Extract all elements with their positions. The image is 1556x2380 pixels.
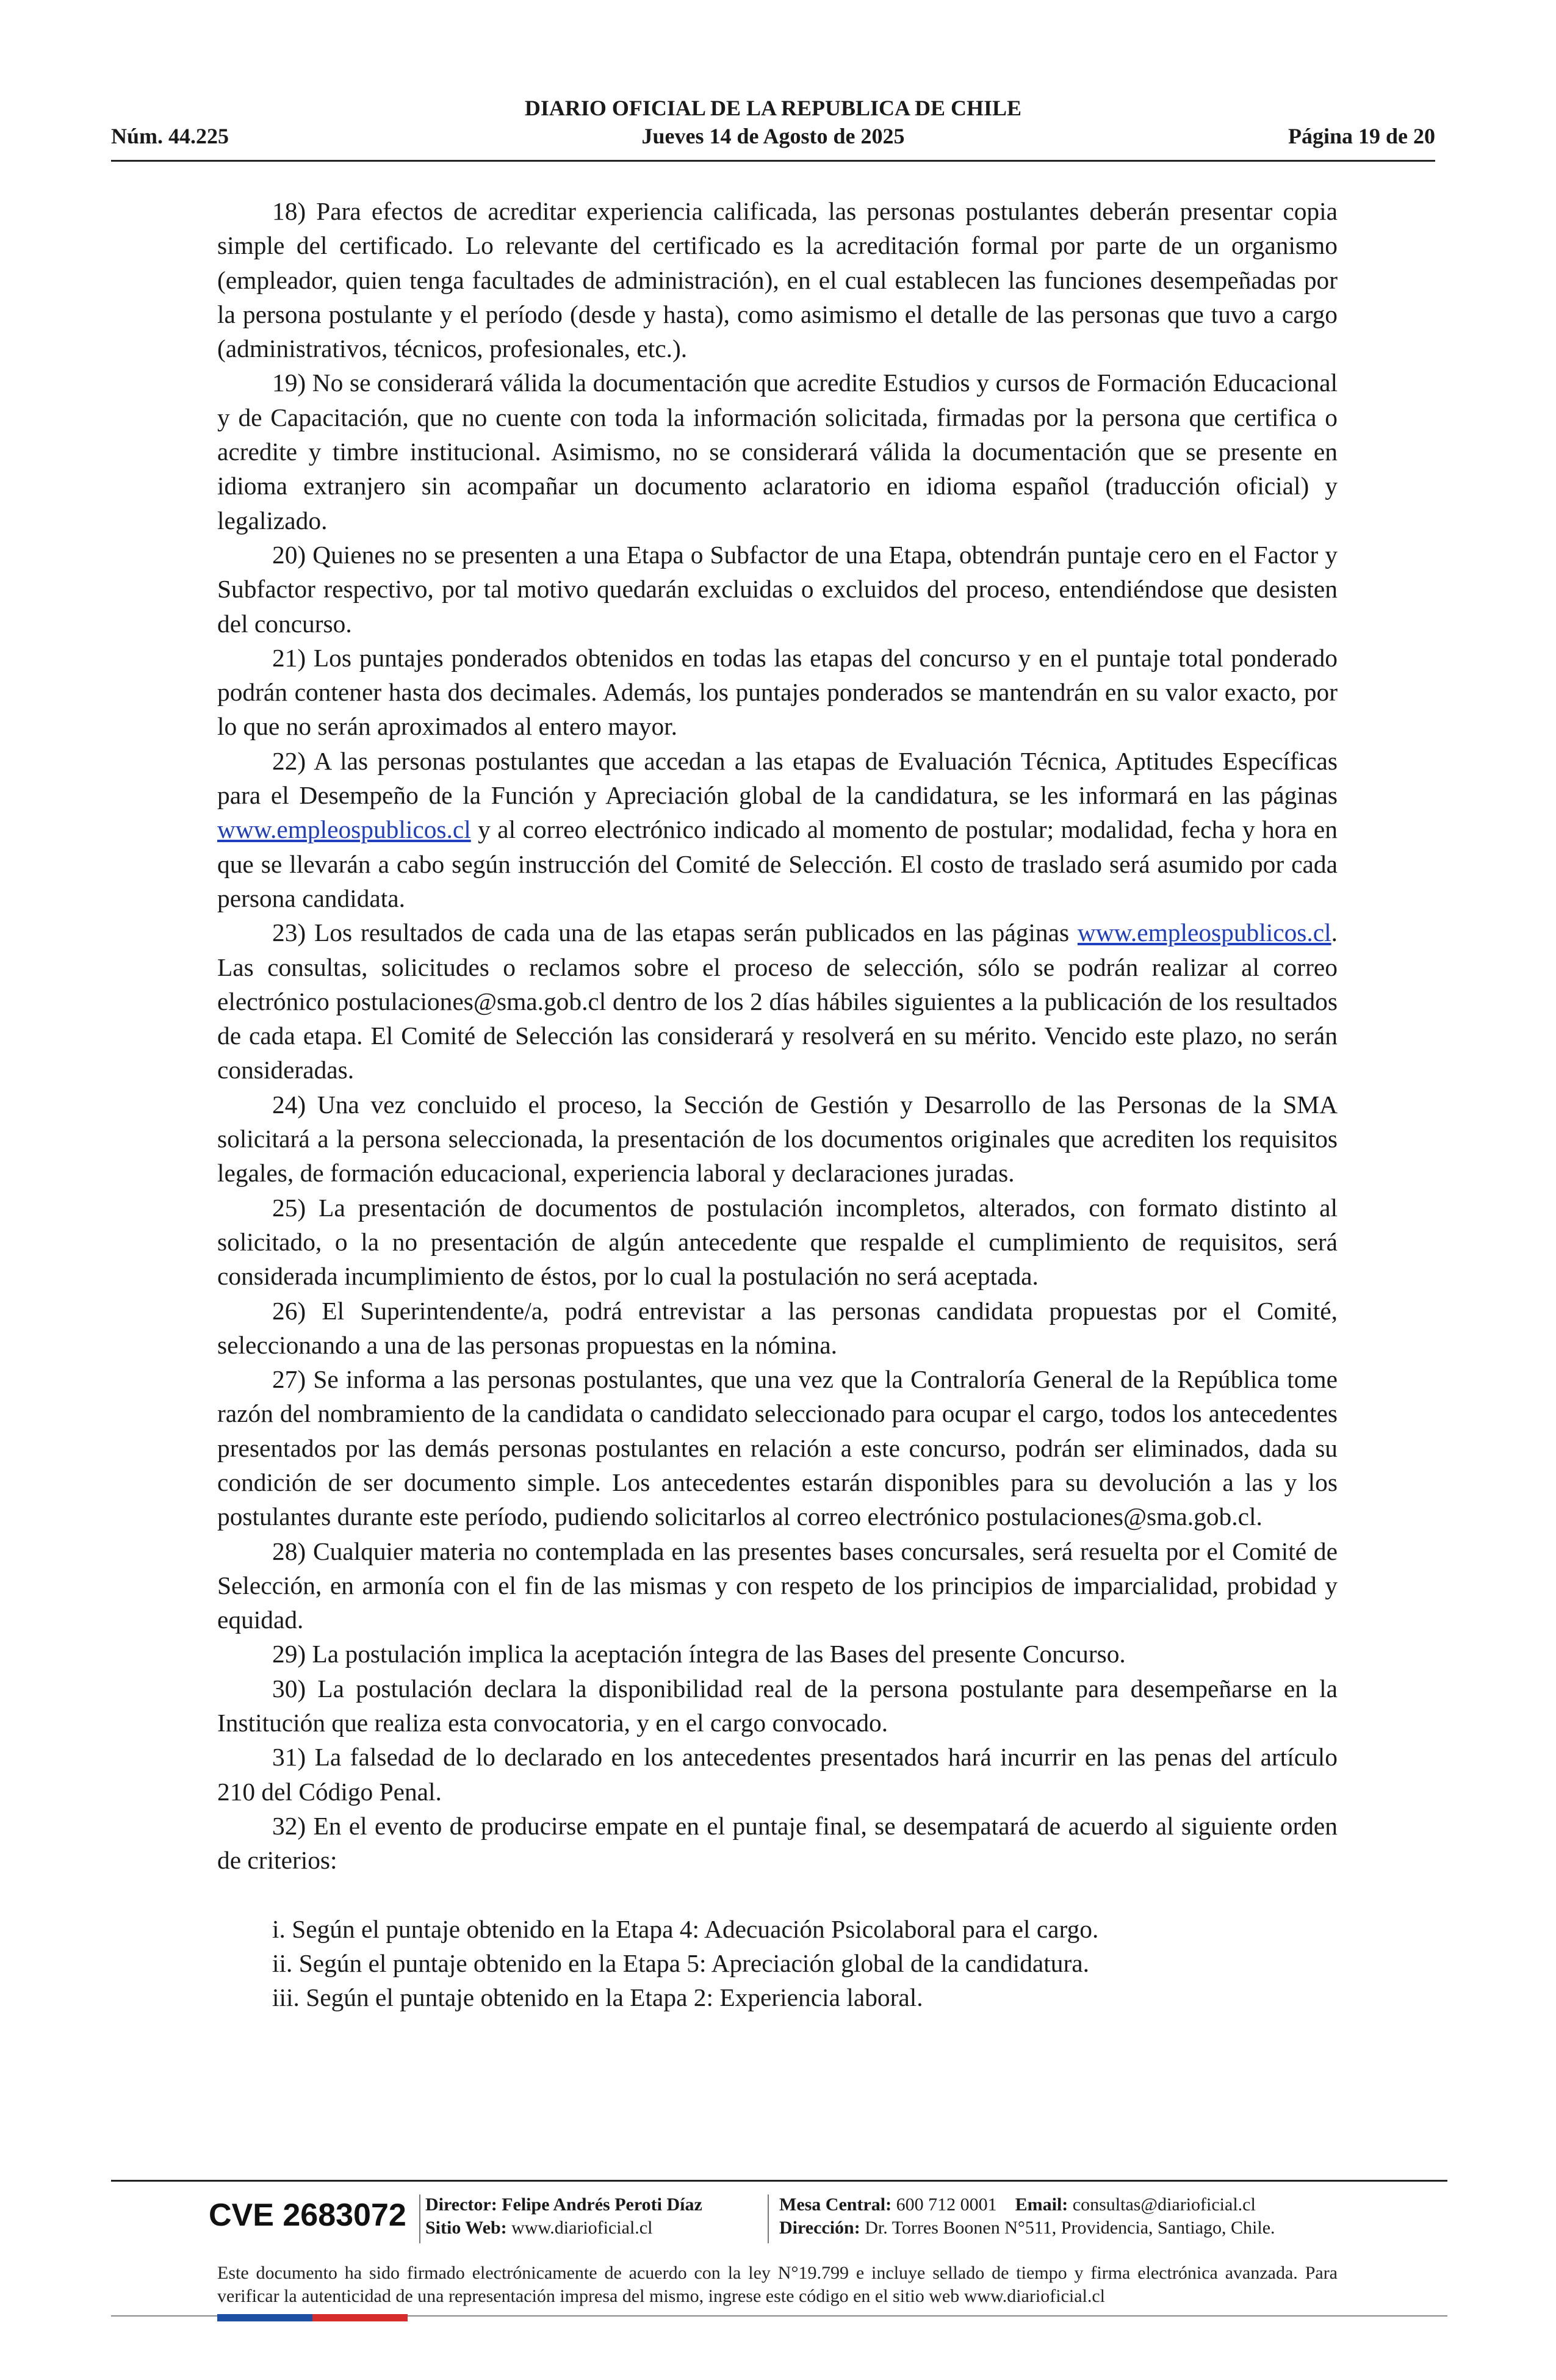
mesa-phone: 600 712 0001 <box>896 2194 997 2215</box>
issue-date: Jueves 14 de Agosto de 2025 <box>641 124 905 148</box>
page-footer <box>111 2190 1447 2251</box>
empleospublicos-link[interactable]: www.empleospublicos.cl <box>217 815 471 844</box>
flag-red-segment <box>312 2314 408 2321</box>
publication-title: DIARIO OFICIAL DE LA REPUBLICA DE CHILE <box>524 96 1022 120</box>
paragraph-23-text-b: . Las consultas, solicitudes o reclamos sobre el proceso de selección, sólo se podrán realizar al correo electrónico postulaciones@sma.gob.cl dentro de los 2 días hábiles siguientes a la publicación de los resultados de cada etapa. El Comité de Selección las considerará y resolverá en su mérito. Vencido este plazo, no serán consideradas. <box>217 918 1338 1084</box>
signature-notice: Este documento ha sido firmado electrónicamente de acuerdo con la ley N°19.799 e incluye sellado de tiempo y firma electrónica avanzada. Para verificar la autenticidad de una representación impresa del mismo, ingrese este código en el sitio web www.diarioficial.cl <box>217 2263 1338 2306</box>
director-label: Director: <box>425 2194 497 2215</box>
paragraph-20: 20) Quienes no se presenten a una Etapa o Subfactor de una Etapa, obtendrán puntaje cero en el Factor y Subfactor respectivo, por tal motivo quedarán excluidas o excluidos del proceso, entendiéndose que desisten del concurso. <box>217 540 1338 638</box>
flag-blue-segment <box>217 2314 312 2321</box>
paragraph-23 <box>217 915 1338 1087</box>
document-body <box>217 194 1338 2014</box>
site-link[interactable]: www.diarioficial.cl <box>511 2218 653 2238</box>
director-name: Felipe Andrés Peroti Díaz <box>502 2194 702 2215</box>
paragraph-18: 18) Para efectos de acreditar experiencia calificada, las personas postulantes deberán presentar copia simple del certificado. Lo relevante del certificado es la acreditación formal por parte de un organismo (empleador, quien tenga facultades de administración), en el cual establecen las funciones desempeñadas por la persona postulante y el período (desde y hasta), como asimismo el detalle de las personas que tuvo a cargo (administrativos, técnicos, profesionales, etc.). <box>217 197 1338 363</box>
footer-separator <box>419 2194 420 2243</box>
paragraph-22-text-b: y al correo electrónico indicado al momento de postular; modalidad, fecha y hora en que se llevarán a cabo según instrucción del Comité de Selección. El costo de traslado será asumido por cada persona candidata. <box>217 815 1338 912</box>
address-value: Dr. Torres Boonen N°511, Providencia, Santiago, Chile. <box>865 2218 1275 2238</box>
criteria-item: iii. Según el puntaje obtenido en la Etapa 2: Experiencia laboral. <box>272 1983 923 2012</box>
paragraph-22 <box>217 744 1338 915</box>
paragraph-23-text-a: 23) Los resultados de cada una de las etapas serán publicados en las páginas <box>272 918 1078 947</box>
paragraph-22-text-a: 22) A las personas postulantes que accedan a las etapas de Evaluación Técnica, Aptitudes Específicas para el Desempeño de la Función y Apreciación global de la candidatura, se les informará en las páginas <box>217 746 1338 810</box>
paragraph-24: 24) Una vez concluido el proceso, la Sección de Gestión y Desarrollo de las Personas de la SMA solicitará a la persona seleccionada, la presentación de los documentos originales que acrediten los requisitos legales, de formación educacional, experiencia laboral y declaraciones juradas. <box>217 1090 1338 1188</box>
paragraph-30: 30) La postulación declara la disponibilidad real de la persona postulante para desempeñarse en la Institución que realiza esta convocatoria, y en el cargo convocado. <box>217 1674 1338 1737</box>
criteria-item: ii. Según el puntaje obtenido en la Etapa 5: Apreciación global de la candidatura. <box>272 1949 1089 1977</box>
mesa-label: Mesa Central: <box>779 2194 892 2215</box>
email-label: Email: <box>1015 2194 1068 2215</box>
paragraph-27: 27) Se informa a las personas postulantes, que una vez que la Contraloría General de la República tome razón del nombramiento de la candidata o candidato seleccionado para ocupar el cargo, todos los antecedentes presentados por las demás personas postulantes en relación a este concurso, podrán ser eliminados, dada su condición de ser documento simple. Los antecedentes estarán disponibles para su devolución a las y los postulantes durante este período, pudiendo solicitarlos al correo electrónico postulaciones@sma.gob.cl. <box>217 1365 1338 1531</box>
footer-contact-block <box>779 2193 1275 2240</box>
criteria-item: i. Según el puntaje obtenido en la Etapa 4: Adecuación Psicolaboral para el cargo. <box>272 1914 1099 1943</box>
paragraph-25: 25) La presentación de documentos de postulación incompletos, alterados, con formato distinto al solicitado, o la no presentación de algún antecedente que respalde el cumplimiento de requisitos, será considerada incumplimiento de éstos, por lo cual la postulación no será aceptada. <box>217 1193 1338 1291</box>
paragraph-31: 31) La falsedad de lo declarado en los antecedentes presentados hará incurrir en las penas del artículo 210 del Código Penal. <box>217 1743 1338 1806</box>
paragraph-19: 19) No se considerará válida la documentación que acredite Estudios y cursos de Formación Educacional y de Capacitación, que no cuente con toda la información solicitada, firmadas por la persona que certifica o acredite y timbre institucional. Asimismo, no se considerará válida la documentación que se presente en idioma extranjero sin acompañar un documento aclaratorio en idioma español (traducción oficial) y legalizado. <box>217 369 1338 535</box>
footer-divider <box>111 2180 1447 2182</box>
criteria-list <box>217 1912 1338 2015</box>
page-header <box>111 93 1435 162</box>
site-label: Sitio Web: <box>425 2218 507 2238</box>
paragraph-26: 26) El Superintendente/a, podrá entrevistar a las personas candidata propuestas por el Comité, seleccionando a una de las personas propuestas en la nómina. <box>217 1296 1338 1359</box>
email-link[interactable]: consultas@diarioficial.cl <box>1072 2194 1256 2215</box>
issue-number: Núm. 44.225 <box>111 124 229 148</box>
paragraph-28: 28) Cualquier materia no contemplada en las presentes bases concursales, será resuelta por el Comité de Selección, en armonía con el fin de las mismas y con respeto de los principios de imparcialidad, probidad y equidad. <box>217 1537 1338 1634</box>
empleospublicos-link[interactable]: www.empleospublicos.cl <box>1077 918 1331 947</box>
address-label: Dirección: <box>779 2218 860 2238</box>
footer-separator <box>768 2194 769 2243</box>
paragraph-21: 21) Los puntajes ponderados obtenidos en todas las etapas del concurso y en el puntaje total ponderado podrán contener hasta dos decimales. Además, los puntajes ponderados se mantendrán en su valor exacto, por lo que no serán aproximados al entero mayor. <box>217 643 1338 741</box>
paragraph-32: 32) En el evento de producirse empate en el puntaje final, se desempatará de acuerdo al siguiente orden de criterios: <box>217 1811 1338 1875</box>
page-number: Página 19 de 20 <box>1288 124 1435 148</box>
cve-code: CVE 2683072 <box>209 2198 406 2233</box>
paragraph-29: 29) La postulación implica la aceptación íntegra de las Bases del presente Concurso. <box>272 1640 1126 1668</box>
footer-director-block <box>425 2193 702 2240</box>
flag-stripe <box>217 2314 408 2321</box>
